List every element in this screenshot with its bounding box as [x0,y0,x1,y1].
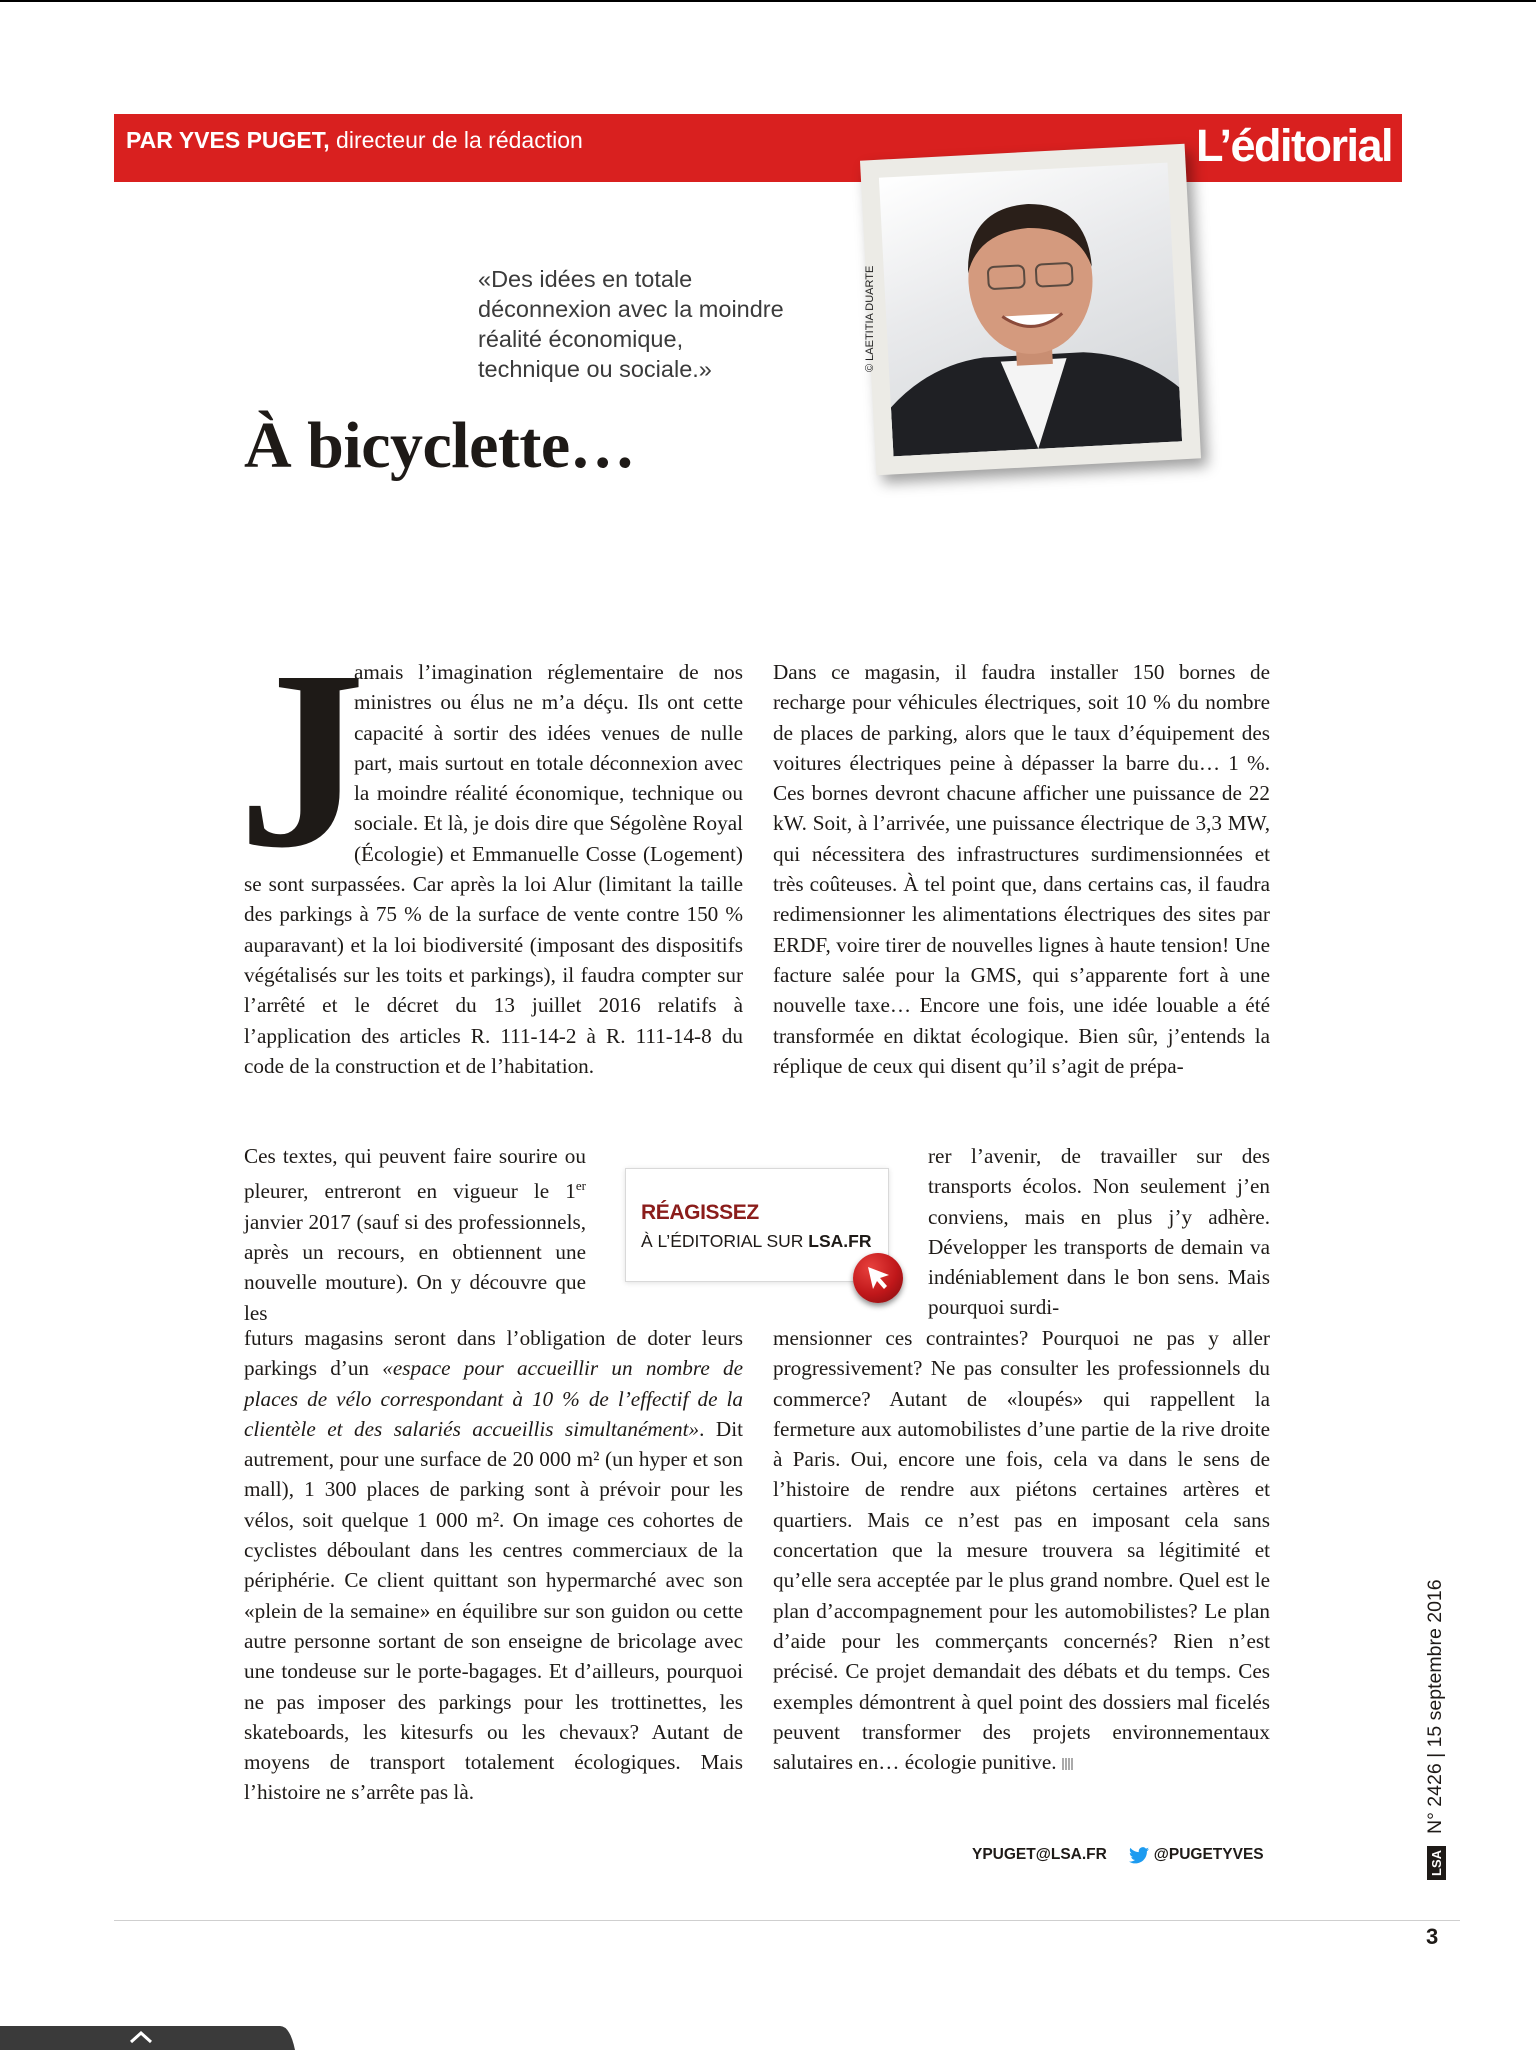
author-photo [879,163,1182,457]
callout-subtitle [641,1231,871,1252]
pull-quote-line: technique ou sociale.» [478,356,712,382]
author-contacts [972,1846,1264,1864]
author-twitter[interactable]: @PUGETYVES [1153,1846,1264,1863]
footer-rule [114,1920,1460,1921]
react-callout[interactable] [625,1168,889,1282]
end-mark-icon [1062,1758,1074,1770]
article-col2-b [928,1141,1270,1323]
issue-info [1424,1579,1447,1880]
top-border-line [0,0,1536,2]
article-col1-p1 [244,657,743,1081]
cursor-arrow-icon[interactable] [853,1253,903,1303]
quoted-regulation: «espace pour accueillir un nombre de places de vélo correspondant à 10 % de l’effectif de la clientèle et des salariés accueillis simultanément» [244,1356,743,1441]
page-number: 3 [1426,1924,1439,1949]
section-label: L’éditorial [1195,120,1392,171]
paragraph-text: . Dit autrement, pour une surface de 20 000 m² (un hyper et son mall), 1 300 places de parking sont à prévoir pour les vélos, soit quelque 1 000 m². On image ces cohortes de cyclistes déboulant dans les centres commerciaux de la périphérie. Ce client quittant son hypermarché avec son «plein de la semaine» en équilibre sur son guidon ou cette autre personne sortant de son enseigne de bricolage avec une tondeuse sur le porte-bagages. Et d’ailleurs, pourquoi ne pas imposer des parkings pour les trottinettes, les skateboards, les kitesurfs ou les chevaux? Autant de moyens de transport totalement écologiques. Mais l’histoire ne s’arrête pas là. [244,1416,743,1805]
paragraph-text: futurs magasins seront dans l’obligation de doter leurs parkings d’un [244,1326,743,1381]
author-email[interactable]: YPUGET@LSA.FR [972,1846,1107,1863]
pull-quote-line: déconnexion avec la moindre [478,296,784,322]
paragraph-text: Ces textes, qui peuvent faire sourire ou pleurer, entreront en vigueur le 1 [244,1144,586,1204]
paragraph-text: amais l’imagination réglementaire de nos ministres ou élus ne m’a déçu. Ils ont cette capacité à sortir des idées venues de nulle part, mais surtout en totale déconnexion avec la moindre réalité économique, technique ou sociale. Et là, je dois dire que Ségolène Royal (Écologie) et Emmanuelle Cosse (Logement) se sont surpassées. Car après la loi Alur (limitant la taille des parkings à 75 % de la surface de vente contre 150 % auparavant) et la loi biodiversité (imposant des dispositifs végétalisés sur les toits et parkings), il faudra compter sur l’arrêté et le décret du 13 juillet 2016 relatifs à l’application des articles R. 111-14-2 à R. 111-14-8 du code de la construction et de l’habitation. [244,660,743,1078]
arrow-glyph-icon [853,1253,903,1303]
paragraph-text: Dans ce magasin, il faudra installer 150 bornes de recharge pour véhicules électriques, soit 10 % du nombre de places de parking, alors que le taux d’équipement des voitures électriques peine à dépasser la barre du… 1 %. Ces bornes devront chacune afficher une puissance de 22 kW. Soit, à l’arrivée, une puissance électrique de 3,3 MW, qui nécessitera des infrastructures surdimensionnées et très coûteuses. À tel point que, dans certains cas, il faudra redimensionner les alimentations électriques des sites par ERDF, voire tirer de nouvelles lignes à haute tension! Une facture salée pour la GMS, qui s’apparente fort à une nouvelle taxe… Encore une fois, une idée louable a été transformée en diktat écologique. Bien sûr, j’entends la réplique de ceux qui disent qu’il s’agit de prépa- [773,660,1270,1078]
article-col1-p2-rest [244,1323,743,1808]
portrait-photo [879,163,1182,457]
article-headline: À bicyclette… [244,409,636,482]
author-photo-frame [860,144,1201,476]
paragraph-text: janvier 2017 (sauf si des professionnels, après un recours, en obtiennent une nouvelle mouture). On y découvre que les [244,1209,586,1325]
paragraph-text: mensionner ces contraintes? Pourquoi ne pas y aller progressivement? Ne pas consulter les professionnels du commerce? Autant de «loupés» qui rappellent la fermeture aux automobilistes d’une partie de la rive droite à Paris. Oui, encore une fois, cela va dans le sens de l’histoire de rendre aux piétons certaines artères et quartiers. Mais ce n’est pas en imposant cela sans concertation que la mesure trouvera sa légitimité et qu’elle sera acceptée par le plus grand nombre. Quel est le plan d’accompagnement pour les automobilistes? Le plan d’aide pour les commerçants concernés? Rien n’est précisé. Ce projet demandait des débats et du temps. Ces exemples démontrent à quel point des dossiers mal ficelés peuvent transformer des projets environnementaux salutaires en… écologie punitive. [773,1326,1270,1775]
photo-credit: © LAETITIA DUARTE [864,265,876,372]
byline-author: PAR YVES PUGET, [126,127,330,153]
lsa-logo: LSA [1427,1846,1446,1880]
article-col2-c [773,1323,1270,1777]
pull-quote-line: «Des idées en totale [478,266,693,292]
twitter-bird-icon [1129,1847,1149,1864]
issue-date: N° 2426 | 15 septembre 2016 [1424,1579,1446,1834]
paragraph-text: rer l’avenir, de travailler sur des transports écolos. Non seulement j’en conviens, mais en plus j’y adhère. Développer les transports de demain va indéniablement dans le bon sens. Mais pourquoi surdi- [928,1144,1270,1320]
byline [126,127,583,154]
drop-cap: J [238,619,366,901]
scroll-up-tab[interactable] [0,2020,295,2050]
callout-title: RÉAGISSEZ [641,1201,759,1224]
pull-quote-line: réalité économique, [478,326,684,352]
article-col1-p2-wrapped [244,1141,586,1328]
byline-role: directeur de la rédaction [329,127,583,153]
pull-quote [478,264,858,384]
callout-site: LSA.FR [808,1231,872,1251]
article-col2-a [773,657,1270,1081]
superscript: er [575,1178,586,1194]
callout-subtitle-text: À L’ÉDITORIAL SUR [641,1231,809,1251]
section-banner [114,114,1402,182]
